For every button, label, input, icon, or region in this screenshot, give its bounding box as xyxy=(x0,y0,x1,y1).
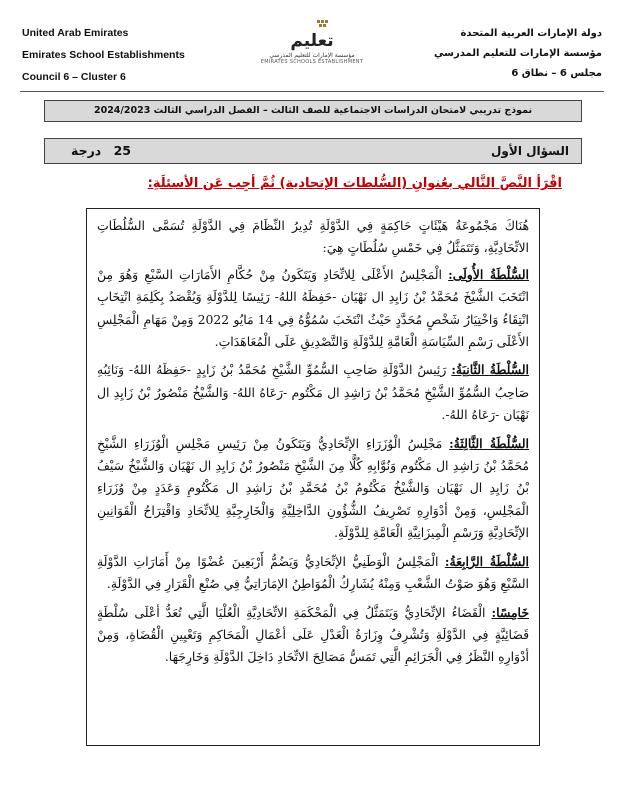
paragraph-text: رَئِيسُ الدَّوْلَةِ صَاحِبِ السُّمُوِّ الشَّيْخِ مُحَمَّدُ بْنُ زَايِدٍ -حَفِظَهُ اللهُ- وَنَائِبُهِ صَاحِبُ السُّمُوِّ الشَّيْخِ مُحَمَّدُ بْنُ رَاشِدِ ال مَكْتُوم -رَعَاهُ اللهُ- وَالشَّيْخُ مَنْصُورُ بْنُ زَايِدِ ال نَهْيَان -رَعَاهُ اللهُ-. xyxy=(97,362,529,423)
header-left-line-3: Council 6 – Cluster 6 xyxy=(22,71,126,83)
reading-instruction: اقْرَأ النَّصَّ التَّالي بعُنوانِ (السُّلطات الإتحادية) ثُمَّ أجِب عَن الأسئلَةِ: xyxy=(147,176,562,191)
question-score xyxy=(71,139,131,163)
passage-paragraph xyxy=(97,264,529,354)
passage-intro: هُنَاكَ مَجْمُوعَةُ هَيْئَاتٍ حَاكِمَةٍ فِي الدَّوْلَةِ تُدِيرُ النِّظَامَ فِي الدَّوْلَةِ تُسَمَّى السُّلُطَاتِ الاتِّحَادِيَّةِ، وَتَتَمَثَّلُ فِي خَمْسِ سُلُطَاتٍ هِيَ: xyxy=(97,218,529,256)
score-number: 25 xyxy=(113,143,131,158)
paragraph-text: مَجْلِسُ الْوُزَرَاءِ الإتِّحَادِيُّ وَيَتَكَونُ مِنْ رَئِيسِ مَجْلِسِ الْوُزَرَاءِ الشَّيْخِ مُحَمَّدُ بْنُ رَاشِدِ ال مَكْتُوم وَنُوَّابِهِ كُلًّا مِنَ الشَّيْخِ مَنْصُورُ بْنُ زَايِدِ ال نَهْيَان وَالشَّيْخُ سَيْفُ بْنُ زَايِدِ ال نَهْيَان وَالشَّيْخُ مَكْتُومُ بْنُ مُحَمَّدِ بْنُ رَاشِدِ ال مَكْتُومِ وَعَدَدٍ مِنْ وُزَرَاءِ الْمَجْلِسِ، وَمِنْ أدْوَارِهِ تَصْرِيفُ الشُّؤُونِ الدَّاخِلِيَّةِ وَالْخَارِجِيَّةِ لِلاتِّحَادِ وَاقْتِرَاحُ الْقَوَانِينِ الإتِّحَادِيَّةِ وَرَسْمِ الْمِيزَانِيَّةِ الْعَامَّةِ لِلدَّوْلَةِ. xyxy=(97,435,529,541)
paragraph-lead: السُّلْطَةُ الثَّالِثَةُ: xyxy=(449,435,529,451)
header-right-line-3: مجلس 6 – نطاق 6 xyxy=(511,68,602,79)
paragraph-lead: السُّلْطَةُ الأُولَى: xyxy=(448,266,529,282)
paragraph-lead: السُّلْطَةُ الثَّانِيَةُ: xyxy=(451,362,529,378)
passage-paragraph xyxy=(97,359,529,426)
logo-name-en: EMIRATES SCHOOLS ESTABLISHMENT xyxy=(260,59,364,65)
passage-paragraph xyxy=(97,551,529,596)
question-title: السؤال الأول xyxy=(491,144,569,158)
header-right-line-1: دولة الإمارات العربية المتحدة xyxy=(460,28,602,39)
score-unit: درجة xyxy=(71,143,102,158)
passage-paragraph xyxy=(97,433,529,545)
header-divider xyxy=(20,91,604,92)
header-left-line-2: Emirates School Establishments xyxy=(22,49,185,61)
logo-name-ar: مؤسسة الإمارات للتعليم المدرسي xyxy=(269,52,355,59)
paragraph-lead: السُّلْطَةُ الرَّابِعَةُ: xyxy=(444,553,529,569)
paragraph-lead: خَامِسًا: xyxy=(491,604,529,620)
paragraph-text: الْمَجْلِسُ الأَعْلَى لِلاتِّحَادِ وَيَتَكَونُ مِنْ حُكَّامِ الأَمَارَاتِ السَّبْعِ وَهُوَ مِنْ انْتَخَبَ الشَّيْخَ مُحَمَّدُ بْنُ زَايِدِ ال نَهْيَان -حَفِظَهُ اللهُ- رَئِيسًا لِلدَّوْلَةِ وَيُقْصَدُ بِكَلِمَةِ انْتِخَابِ انْتِقَاءُ وَاخْتِيَارُ شَخْصٍ مُحَدَّدٍ حَيْثُ انْتَخَبَ سُمُوُّهُ فِي 14 مَايُو 2022 وَمِنْ مَهَامِ الْمَجْلِسِ الأَعْلَى رَسْمِ السِّيَاسَةِ الْعَامَّةِ لِلدَّوْلَةِ وَالتَّصْدِيقِ عَلَى الْمُعَاهَدَاتِ. xyxy=(97,266,530,350)
paragraph-text: الْقَضَاءُ الإتِّحَادِيُّ وَيَتَمَثَّلُ فِي الْمَحْكَمَةِ الاتِّحَادِيَّةِ الْعُلْيَا الَّتِي تُعَدُّ أعْلَى سُلْطَةٍ قَضَائِيَّةٍ فِي الدَّوْلَةِ وَتُشْرِفُ وِزَارَةُ الْعَدْلِ عَلَى أعْمَالِ الْمَحَاكِمِ وَتَعْيِينِ الْقُضَاةِ، وَمِنْ أدْوَارِهِ النَّظَرُ فِي الْجَرَائِمِ الَّتِي تَمَسُّ مَصَالِحَ الاتِّحَادِ دَاخِلَ الدَّوْلَةِ وَخَارِجَهَا. xyxy=(97,604,529,665)
logo-mark-icon xyxy=(282,18,342,52)
header-english xyxy=(22,22,222,88)
header-left-line-1: United Arab Emirates xyxy=(22,27,129,39)
header-right-line-2: مؤسسة الإمارات للتعليم المدرسي xyxy=(434,48,602,59)
header-arabic xyxy=(392,24,602,84)
ese-logo xyxy=(242,18,382,78)
question-header xyxy=(44,138,582,164)
paragraph-text: الْمَجْلِسُ الْوَطَنِيُّ الإتِّحَادِيُّ وَيَضُمُّ أَرْبَعِينَ عُضْوًا مِنْ أَمَارَاتِ الدَّوْلَةِ السَّبْعِ وَهُوَ صَوْتُ الشَّعْبِ وَمِنْهُ يُشَارِكُ الْمُوَاطِنُ الإمَارَاتِيُّ فِي صُنْعِ الْقَرَارِ فِي الدَّوْلَةِ. xyxy=(97,553,529,592)
exam-title: نموذج تدريبي لامتحان الدراسات الاجتماعية للصف الثالث – الفصل الدراسي الثالث 2024/2023 xyxy=(44,100,582,122)
passage-paragraph xyxy=(97,602,529,669)
reading-passage xyxy=(86,208,540,746)
logo-wordmark: تعليم xyxy=(290,31,334,51)
